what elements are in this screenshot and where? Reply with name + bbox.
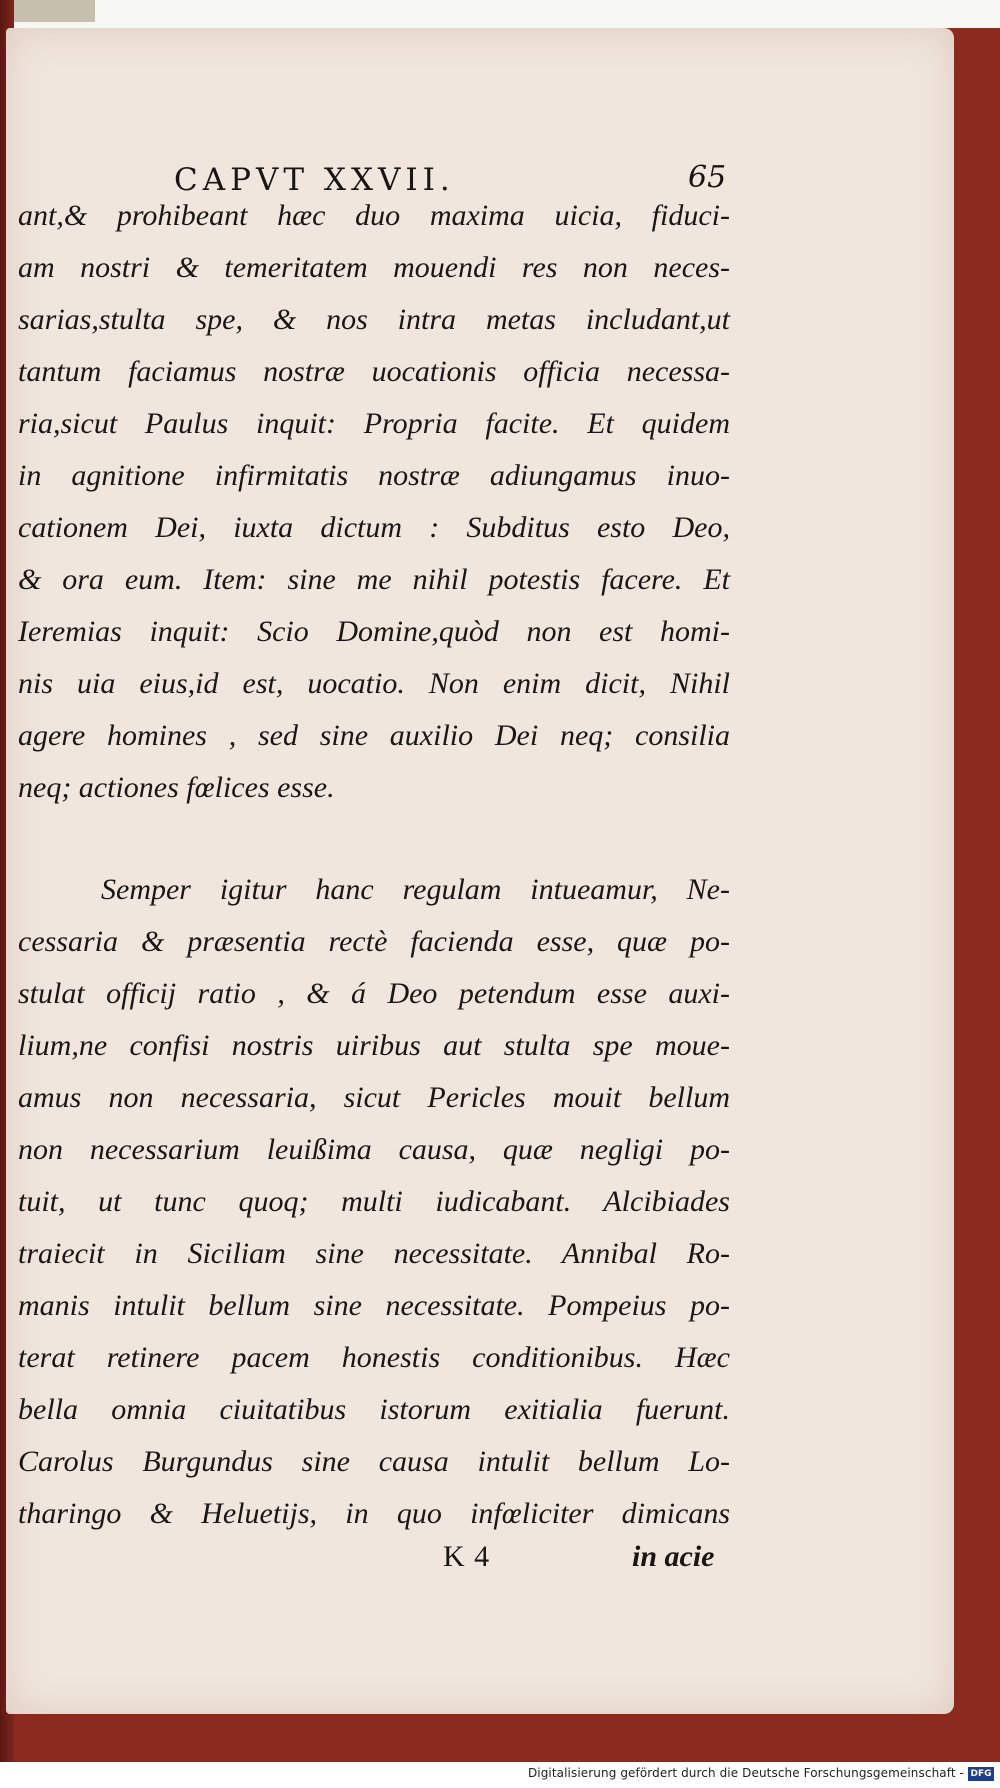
text-line: stulat officij ratio , & á Deo petendum esse auxi- [18, 977, 730, 1010]
page-number: 65 [688, 160, 727, 195]
book-page [6, 28, 954, 1714]
footer-credit: Digitalisierung gefördert durch die Deutsche Forschungsgemeinschaft - [527, 1766, 964, 1780]
text-line: ant,& prohibeant hæc duo maxima uicia, fiduci- [18, 199, 730, 232]
text-line: lium,ne confisi nostris uiribus aut stulta spe moue- [18, 1029, 730, 1062]
catchword: in acie [632, 1540, 715, 1573]
text-line: tuit, ut tunc quoq; multi iudicabant. Alcibiades [18, 1185, 730, 1218]
text-line: cessaria & præsentia rectè facienda esse, quæ po- [18, 925, 730, 958]
text-line: neq; actiones fœlices esse. [18, 771, 335, 804]
running-head: CAPVT XXVII. [174, 162, 455, 198]
text-line: traiecit in Siciliam sine necessitate. Annibal Ro- [18, 1237, 730, 1270]
text-line: & ora eum. Item: sine me nihil potestis facere. Et [18, 563, 730, 596]
signature-mark: K 4 [443, 1540, 491, 1573]
text-line: nis uia eius,id est, uocatio. Non enim dicit, Nihil [18, 667, 730, 700]
text-line: tantum faciamus nostræ uocationis officia necessa- [18, 355, 730, 388]
text-line: non necessarium leuißima causa, quæ negligi po- [18, 1133, 730, 1166]
text-line: tharingo & Heluetijs, in quo infœliciter dimicans [18, 1497, 730, 1530]
text-line: in agnitione infirmitatis nostræ adiungamus inuo- [18, 459, 730, 492]
dfg-logo: DFG [968, 1767, 994, 1781]
text-line: am nostri & temeritatem mouendi res non neces- [18, 251, 730, 284]
text-line: manis intulit bellum sine necessitate. Pompeius po- [18, 1289, 730, 1322]
scan-top-edge [0, 0, 1000, 28]
text-line: Carolus Burgundus sine causa intulit bellum Lo- [18, 1445, 730, 1478]
scan-tab [0, 0, 95, 22]
text-line: amus non necessaria, sicut Pericles mouit bellum [18, 1081, 730, 1114]
text-line: agere homines , sed sine auxilio Dei neq; consilia [18, 719, 730, 752]
text-line: ria,sicut Paulus inquit: Propria facite. Et quidem [18, 407, 730, 440]
text-line: Ieremias inquit: Scio Domine,quòd non est homi- [18, 615, 730, 648]
text-line: Semper igitur hanc regulam intueamur, Ne- [101, 873, 730, 906]
text-line: cationem Dei, iuxta dictum : Subditus esto Deo, [18, 511, 730, 544]
text-line: bella omnia ciuitatibus istorum exitialia fuerunt. [18, 1393, 730, 1426]
text-line: sarias,stulta spe, & nos intra metas includant,ut [18, 303, 730, 336]
text-line: terat retinere pacem honestis conditionibus. Hæc [18, 1341, 730, 1374]
